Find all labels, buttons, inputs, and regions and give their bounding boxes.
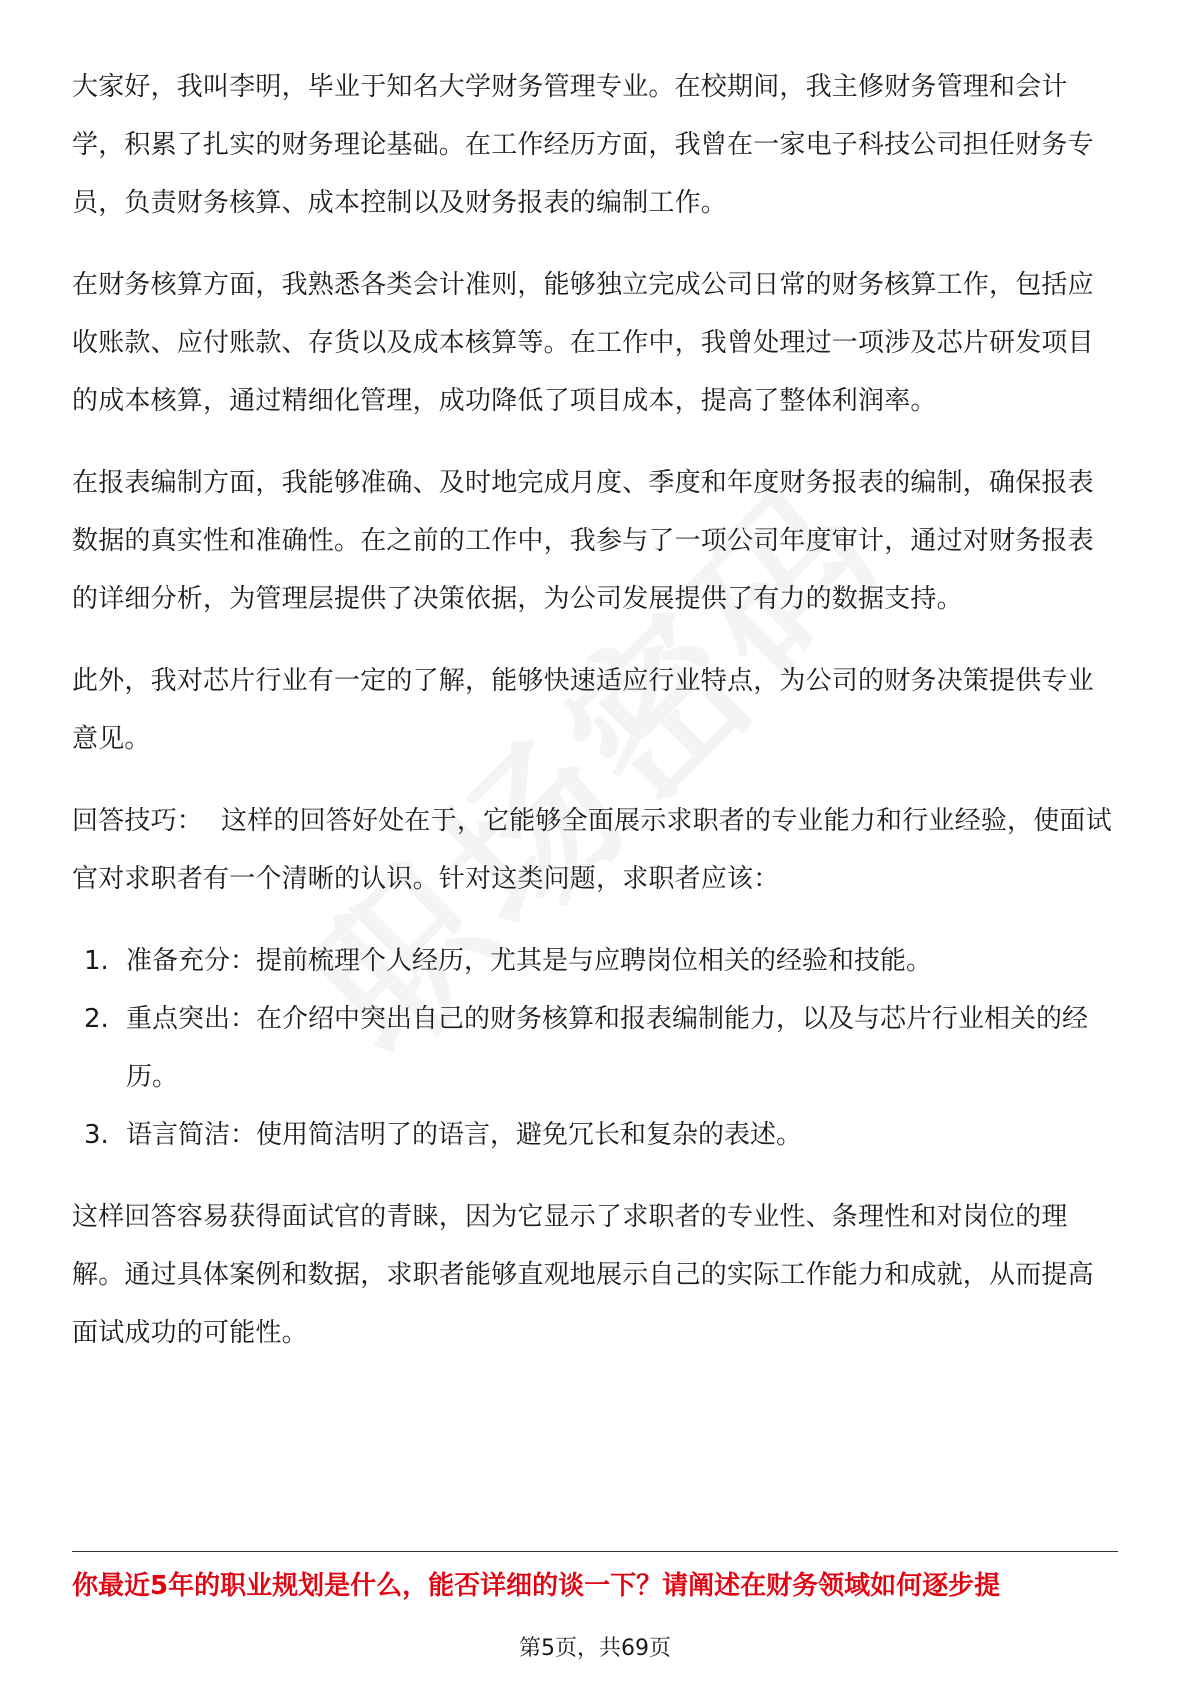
- answer-content: [72, 58, 1118, 1386]
- paragraph-accounting: 在财务核算方面，我熟悉各类会计准则，能够独立完成公司日常的财务核算工作，包括应收账款、应付账款、存货以及成本核算等。在工作中，我曾处理过一项涉及芯片研发项目的成本核算，通过精细化管理，成功降低了项目成本，提高了整体利润率。: [72, 270, 1094, 416]
- page-number-footer: 第5页，共69页: [519, 1636, 671, 1661]
- list-text: 语言简洁：使用简洁明了的语言，避免冗长和复杂的表述。: [126, 1120, 803, 1150]
- list-item: [72, 932, 1118, 990]
- list-number: 3.: [84, 1120, 109, 1150]
- paragraph-conclusion: 这样回答容易获得面试官的青睐，因为它显示了求职者的专业性、条理性和对岗位的理解。通过具体案例和数据，求职者能够直观地展示自己的实际工作能力和成就，从而提高面试成功的可能性。: [72, 1202, 1094, 1348]
- list-number: 1.: [84, 946, 109, 976]
- list-number: 2.: [84, 1004, 109, 1034]
- tip-paragraph: [72, 792, 1118, 908]
- section-divider: [72, 1551, 1118, 1552]
- list-item: [72, 990, 1118, 1106]
- paragraph-intro: 大家好，我叫李明，毕业于知名大学财务管理专业。在校期间，我主修财务管理和会计学，积累了扎实的财务理论基础。在工作经历方面，我曾在一家电子科技公司担任财务专员，负责财务核算、成本控制以及财务报表的编制工作。: [72, 72, 1094, 218]
- list-text: 准备充分：提前梳理个人经历，尤其是与应聘岗位相关的经验和技能。: [126, 946, 933, 976]
- tip-label: 回答技巧：: [72, 806, 204, 836]
- list-item: [72, 1106, 1118, 1164]
- tips-list: [72, 932, 1118, 1164]
- next-question-heading: 你最近5年的职业规划是什么，能否详细的谈一下？请阐述在财务领域如何逐步提: [72, 1571, 1001, 1601]
- paragraph-industry: 此外，我对芯片行业有一定的了解，能够快速适应行业特点，为公司的财务决策提供专业意见。: [72, 666, 1094, 754]
- paragraph-reporting: 在报表编制方面，我能够准确、及时地完成月度、季度和年度财务报表的编制，确保报表数据的真实性和准确性。在之前的工作中，我参与了一项公司年度审计，通过对财务报表的详细分析，为管理层提供了决策依据，为公司发展提供了有力的数据支持。: [72, 468, 1094, 614]
- tip-text: 这样的回答好处在于，它能够全面展示求职者的专业能力和行业经验，使面试官对求职者有一个清晰的认识。针对这类问题，求职者应该：: [72, 806, 1112, 894]
- list-text: 重点突出：在介绍中突出自己的财务核算和报表编制能力，以及与芯片行业相关的经历。: [126, 1004, 1089, 1092]
